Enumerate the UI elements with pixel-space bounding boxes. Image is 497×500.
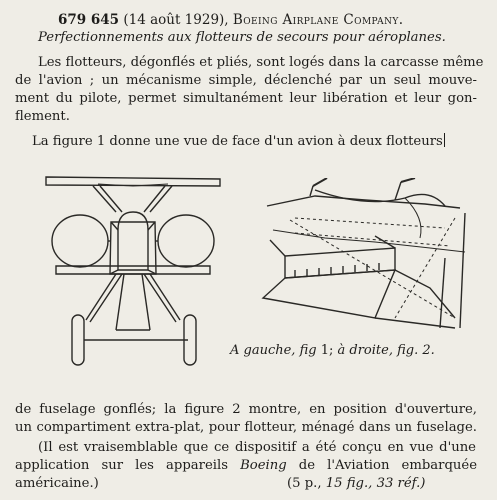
patent-date: (14 août 1929), (123, 12, 229, 28)
text-cursor (444, 133, 445, 147)
patent-number: 679 645 (58, 12, 120, 28)
paragraph2-line1[interactable]: La figure 1 donne une vue de face d'un avion à deux flotteurs (32, 134, 443, 149)
paragraph3-line2: un compartiment extra-plat, pour flotteur, ménagé dans un fuselage. (15, 420, 477, 435)
figure-2-float-compartment (255, 178, 480, 338)
paragraph1-line2: de l'avion ; un mécanisme simple, déclenché par un seul mouve- (15, 73, 477, 88)
note-line1: (Il est vraisemblable que ce dispositif a été conçu en vue d'une (38, 440, 476, 455)
paragraph1-line1: Les flotteurs, dégonflés et pliés, sont logés dans la carcasse même (38, 55, 484, 70)
paragraph3-line1: de fuselage gonflés; la figure 2 montre, en position d'ouverture, (15, 402, 477, 417)
note-line3: américaine.) (15, 476, 99, 491)
references-count: (5 p., 15 fig., 33 réf.) (287, 476, 426, 491)
patent-title: Perfectionnements aux flotteurs de secours pour aéroplanes. (38, 30, 446, 45)
paragraph1-line4: flement. (15, 109, 70, 124)
note-line2: application sur les appareils Boeing de l'Aviation embarquée (15, 458, 477, 473)
figure-caption: A gauche, fig 1; à droite, fig. 2. (230, 343, 435, 358)
company-name: Boeing Airplane Company. (232, 12, 404, 28)
figure-1-airplane-front-view (38, 170, 224, 370)
document-header (58, 12, 403, 28)
paragraph1-line3: ment du pilote, permet simultanément leur libération et leur gon- (15, 91, 477, 106)
